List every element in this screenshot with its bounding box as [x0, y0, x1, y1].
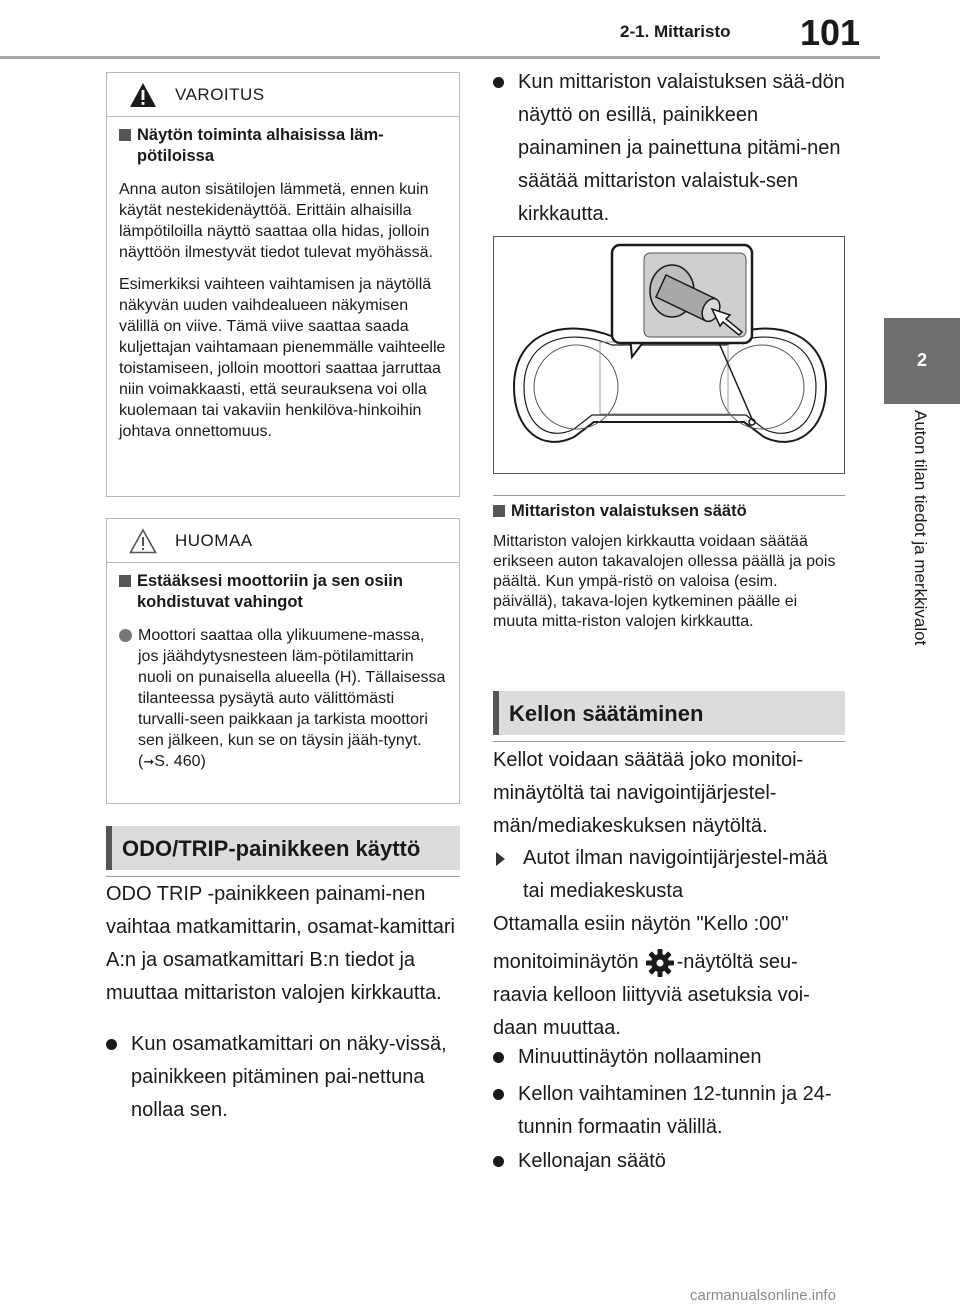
clock-para-line-2: monitoiminäytön -näytöltä seu-	[493, 946, 845, 979]
running-header-section: 2-1. Mittaristo	[620, 22, 731, 41]
lighting-text: Mittariston valojen kirkkautta voidaan säätää erikseen auton takavalojen ollessa päällä ja pois päältä. Kun ympä-ristö on valoisa (esim. päivällä), takava-lojen kytkeminen päälle ei muuta mitta-riston valojen kirkkautta.	[493, 533, 836, 630]
clock-para-line-1: Ottamalla esiin näytön "Kello :00"	[493, 913, 789, 935]
instrument-cluster-illustration	[493, 236, 845, 474]
instrument-cluster-drawing	[494, 237, 844, 473]
square-bullet-icon	[493, 505, 505, 517]
notice-label: HUOMAA	[175, 531, 253, 550]
chapter-number: 2	[916, 350, 927, 370]
notice-item: Moottori saattaa olla ylikuumene-massa, jos jäähdytysnesteen läm-pötilamittarin nuoli on punaisella alueella (H). Tällaisessa tilanteessa pysäytä auto välittömästi turvalli-seen paikkaan ja tarkista moottori sen jälkeen, kun se on täysin jääh-tynyt. (➞S. 460)	[119, 625, 447, 772]
clock-intro-text: Kellot voidaan säätää joko monitoi-minäytöltä tai navigointijärjestel-män/mediakeskuksen näytöltä.	[493, 749, 804, 837]
settings-gear-icon	[645, 948, 675, 978]
triangle-bullet-icon	[496, 852, 505, 866]
page-number: 101	[800, 12, 861, 53]
page-reference: S. 460)	[154, 753, 206, 770]
warning-paragraph-2: Esimerkiksi vaihteen vaihtamisen ja näytöllä näkyvän uuden vaihdealueen näkymisen välillä on viive. Tämä viive saattaa saada kuljettajan vaihtamaan pienemmälle vaihteelle toistamiseen, jolloin moottori saattaa jarruttaa niin voimakkaasti, että seurauksena voi olla kuolemaan tai vakaviin henkilöva-hinkoihin johtava onnettomuus.	[119, 276, 446, 440]
warning-box	[106, 72, 460, 497]
warning-paragraph-1: Anna auton sisätilojen lämmetä, ennen kuin käytät nestekidenäyttöä. Erittäin alhaisilla lämpötiloilla näyttö saattaa olla hidas, jolloin näyttöön ilmestyvät tiedot tulevat myöhässä.	[119, 181, 433, 261]
odo-rule	[106, 876, 460, 877]
bullet-dot-icon	[493, 1156, 504, 1167]
bullet-dot-icon	[493, 1089, 504, 1100]
warning-label: VAROITUS	[175, 85, 265, 104]
bullet-dot-icon	[493, 1052, 504, 1063]
clock-rule	[493, 741, 845, 742]
clock-sub-item: Autot ilman navigointijärjestel-mää tai mediakeskusta	[493, 842, 845, 908]
chapter-tab	[884, 318, 960, 404]
lighting-subheading: Mittariston valaistuksen säätö	[493, 502, 845, 521]
warning-box-header	[107, 73, 459, 117]
clock-section-heading: Kellon säätäminen	[493, 691, 845, 735]
notice-box-header	[107, 519, 459, 563]
reference-arrow-icon: ➞	[143, 754, 155, 769]
odo-bullet-1: Kun osamatkamittari on näky-vissä, painikkeen pitäminen pai-nettuna nollaa sen.	[106, 1028, 460, 1127]
clock-bullet-1: Minuuttinäytön nollaaminen	[493, 1041, 845, 1074]
notice-subheading: Estääksesi moottoriin ja sen osiin kohdistuvat vahingot	[119, 571, 447, 613]
warning-triangle-icon	[129, 82, 157, 108]
square-bullet-icon	[119, 575, 131, 587]
clock-bullet-3: Kellonajan säätö	[493, 1145, 845, 1178]
header-rule	[0, 56, 880, 59]
lighting-rule	[493, 495, 845, 496]
odo-bullet-2: Kun mittariston valaistuksen sää-dön näyttö on esillä, painikkeen painaminen ja painettuna pitämi-nen säätää mittariston valaistuk-sen kirkkautta.	[493, 66, 845, 231]
caution-triangle-icon	[129, 528, 157, 554]
chapter-title-vertical: Auton tilan tiedot ja merkkivalot	[911, 410, 930, 646]
warning-subheading: Näytön toiminta alhaisissa läm-pötiloissa	[119, 125, 447, 167]
square-bullet-icon	[119, 129, 131, 141]
clock-bullet-2: Kellon vaihtaminen 12-tunnin ja 24-tunnin formaatin välillä.	[493, 1078, 845, 1144]
notice-box	[106, 518, 460, 804]
bullet-dot-icon	[106, 1039, 117, 1050]
circle-bullet-icon	[119, 629, 132, 642]
watermark: carmanualsonline.info	[690, 1287, 836, 1304]
clock-para-line-3: raavia kelloon liittyviä asetuksia voi-daan muuttaa.	[493, 984, 810, 1039]
bullet-dot-icon	[493, 77, 504, 88]
odo-intro-text: ODO TRIP -painikkeen painami-nen vaihtaa matkamittarin, osamat-kamittari A:n ja osamatkamittari B:n tiedot ja muuttaa mittariston valojen kirkkautta.	[106, 883, 456, 1004]
odo-section-heading: ODO/TRIP-painikkeen käyttö	[106, 826, 460, 870]
